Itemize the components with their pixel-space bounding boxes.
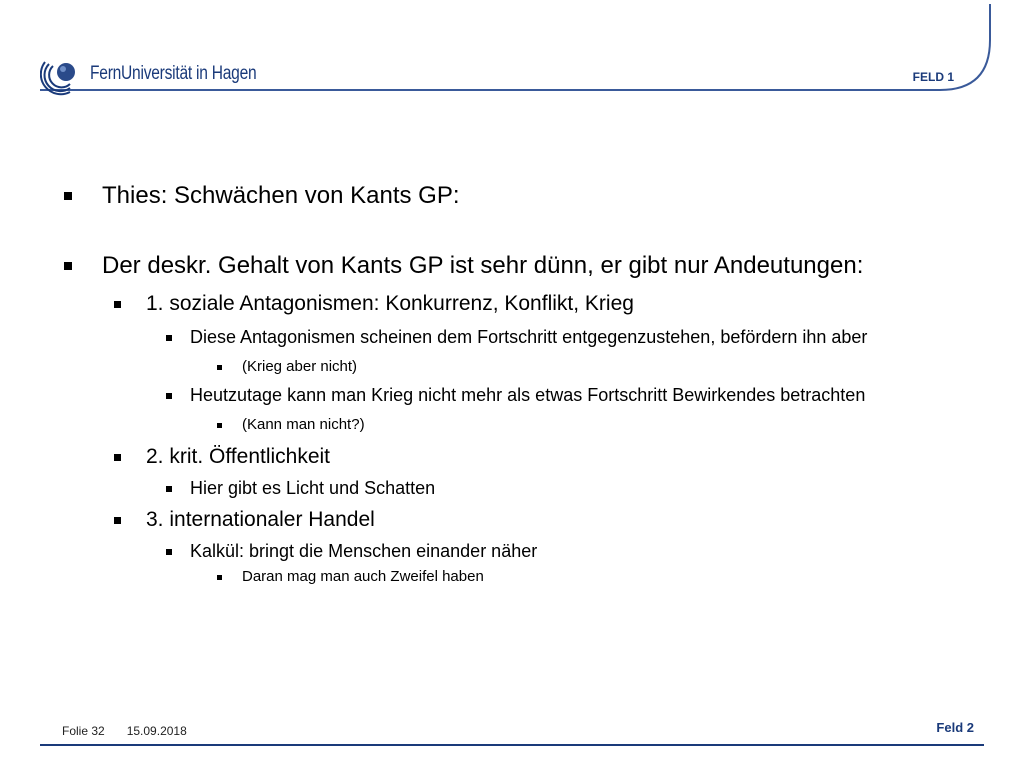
field-label-bottom: Feld 2 <box>936 720 974 735</box>
sub-item-text: 1. soziale Antagonismen: Konkurrenz, Konflikt, Krieg <box>146 292 634 315</box>
bullet-item <box>60 180 960 212</box>
bullet-item <box>60 415 960 435</box>
slide-date: 15.09.2018 <box>126 724 187 738</box>
square-bullet-icon <box>64 262 72 270</box>
sub-item-text: (Krieg aber nicht) <box>242 358 358 375</box>
square-bullet-icon <box>166 486 172 492</box>
square-bullet-icon <box>114 517 121 524</box>
fernuni-logo-icon <box>40 52 84 96</box>
square-bullet-icon <box>217 365 222 370</box>
field-label-top: FELD 1 <box>912 70 954 84</box>
square-bullet-icon <box>64 192 72 200</box>
square-bullet-icon <box>166 335 172 341</box>
footer-divider <box>40 744 984 746</box>
bullet-item <box>60 567 960 587</box>
title-item-text: Thies: Schwächen von Kants GP: <box>102 182 460 209</box>
square-bullet-icon <box>217 575 222 580</box>
square-bullet-icon <box>166 549 172 555</box>
bullet-item <box>60 443 960 471</box>
square-bullet-icon <box>166 393 172 399</box>
sub-item-text: Heutzutage kann man Krieg nicht mehr als etwas Fortschritt Bewirkendes betrachten <box>190 385 866 405</box>
sub-item-text: (Kann man nicht?) <box>242 416 365 433</box>
sub-item-text: Diese Antagonismen scheinen dem Fortschritt entgegenzustehen, befördern ihn aber <box>190 327 868 347</box>
logo-text: FernUniversität in Hagen <box>90 63 257 84</box>
bullet-item <box>60 290 960 318</box>
bullet-item <box>60 506 960 534</box>
square-bullet-icon <box>114 301 121 308</box>
university-logo <box>40 52 293 96</box>
bullet-item <box>60 477 960 500</box>
slide-number: Folie 32 <box>62 724 105 738</box>
square-bullet-icon <box>114 454 121 461</box>
footer-info <box>62 724 187 738</box>
bullet-item <box>60 357 960 377</box>
square-bullet-icon <box>217 423 222 428</box>
bullet-item <box>60 250 960 282</box>
sub-item-text: Daran mag man auch Zweifel haben <box>242 568 484 585</box>
bullet-item <box>60 540 960 563</box>
sub-item-text: 2. krit. Öffentlichkeit <box>146 445 331 468</box>
sub-item-text: Kalkül: bringt die Menschen einander näher <box>190 541 538 561</box>
bullet-item <box>60 326 960 349</box>
bullet-item <box>60 384 960 407</box>
main-item-text: Der deskr. Gehalt von Kants GP ist sehr dünn, er gibt nur Andeutungen: <box>102 252 864 279</box>
sub-item-text: 3. internationaler Handel <box>146 508 375 531</box>
slide-content <box>60 172 960 587</box>
sub-item-text: Hier gibt es Licht und Schatten <box>190 478 436 498</box>
